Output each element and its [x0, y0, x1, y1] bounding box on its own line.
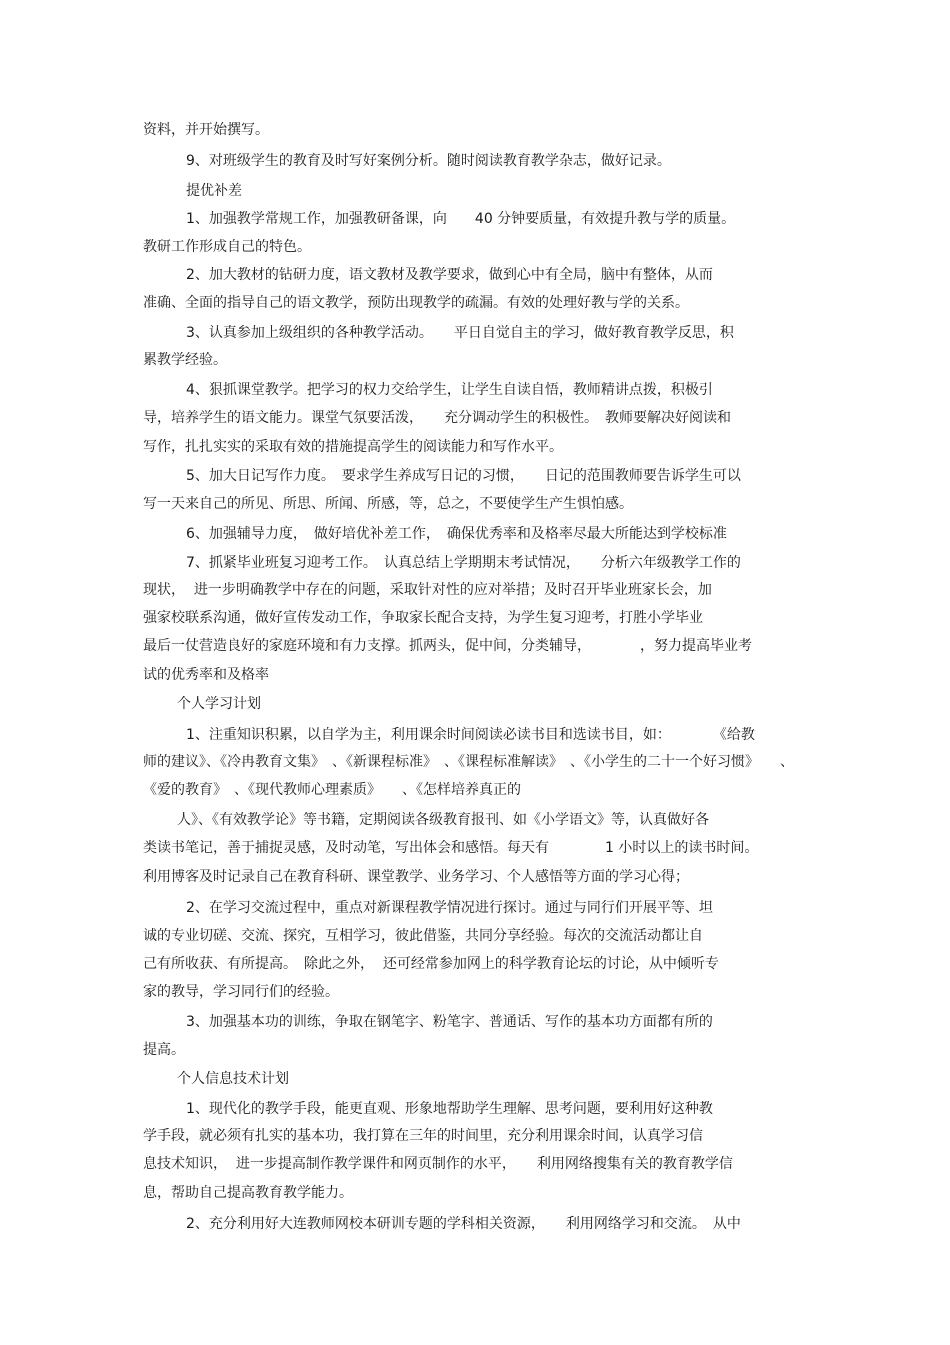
- text-line: 4、狠抓课堂教学。把学习的权力交给学生，让学生自读自悟，教师精讲点拨，积极引: [186, 382, 713, 398]
- text-line: 息技术知识， 进一步提高制作教学课件和网页制作的水平， 利用网络搜集有关的教育教学信: [143, 1156, 733, 1172]
- text-line: 诚的专业切磋、交流、探究，互相学习，彼此借鉴，共同分享经验。每次的交流活动都让自: [143, 928, 703, 944]
- text-line: 7、抓紧毕业班复习迎考工作。 认真总结上学期期末考试情况， 分析六年级教学工作的: [186, 555, 741, 571]
- text-line: 己有所收获、有所提高。 除此之外， 还可经常参加网上的科学教育论坛的讨论，从中倾听专: [143, 956, 719, 972]
- text-line: 2、充分利用好大连教师网校本研训专题的学科相关资源， 利用网络学习和交流。 从中: [186, 1216, 741, 1232]
- text-line: 写作，扎扎实实的采取有效的措施提高学生的阅读能力和写作水平。: [143, 439, 563, 455]
- text-line: 9、对班级学生的教育及时写好案例分析。随时阅读教育教学杂志，做好记录。: [186, 153, 671, 169]
- text-line: 最后一仗营造良好的家庭环境和有力支撑。抓两头，促中间，分类辅导， ，努力提高毕业考: [143, 638, 752, 654]
- section-heading: 个人信息技术计划: [177, 1071, 289, 1087]
- text-line: 6、加强辅导力度， 做好培优补差工作， 确保优秀率和及格率尽最大所能达到学校标准: [186, 526, 727, 542]
- text-line: 强家校联系沟通，做好宣传发动工作，争取家长配合支持，为学生复习迎考，打胜小学毕业: [143, 610, 703, 626]
- section-heading: 提优补差: [186, 183, 242, 199]
- text-line: 2、加大教材的钻研力度，语文教材及教学要求，做到心中有全局，脑中有整体，从而: [186, 267, 713, 283]
- text-line: 教研工作形成自己的特色。: [143, 239, 311, 255]
- text-line: 1、现代化的教学手段，能更直观、形象地帮助学生理解、思考问题，要利用好这种教: [186, 1101, 713, 1117]
- text-line: 类读书笔记，善于捕捉灵感，及时动笔，写出体会和感悟。每天有 1 小时以上的读书时间。: [143, 840, 759, 856]
- text-line: 3、加强基本功的训练，争取在钢笔字、粉笔字、普通话、写作的基本功方面都有所的: [186, 1014, 713, 1030]
- text-line: 现状， 进一步明确教学中存在的问题，采取针对性的应对举措；及时召开毕业班家长会，加: [143, 582, 712, 598]
- text-line: 写一天来自己的所见、所思、所闻、所感，等，总之，不要使学生产生惧怕感。: [143, 496, 633, 512]
- text-line: 5、加大日记写作力度。 要求学生养成写日记的习惯， 日记的范围教师要告诉学生可以: [186, 468, 741, 484]
- text-line: 师的建议》、《冷冉教育文集》 、《新课程标准》 、《课程标准解读》 、《小学生的二十一个好习惯》 、: [143, 754, 794, 770]
- text-line: 准确、全面的指导自己的语文教学，预防出现教学的疏漏。有效的处理好教与学的关系。: [143, 295, 689, 311]
- text-line: 导，培养学生的语文能力。课堂气氛要活泼， 充分调动学生的积极性。 教师要解决好阅读和: [143, 410, 731, 426]
- text-line: 人》、《有效教学论》等书籍，定期阅读各级教育报刊、如《小学语文》等，认真做好各: [177, 812, 709, 828]
- text-line: 《爱的教育》 、《现代教师心理素质》 、《怎样培养真正的: [143, 782, 521, 798]
- text-line: 2、在学习交流过程中，重点对新课程教学情况进行探讨。通过与同行们开展平等、坦: [186, 900, 713, 916]
- text-line: 1、注重知识积累，以自学为主，利用课余时间阅读必读书目和选读书目，如： 《给教: [186, 727, 755, 743]
- text-line: 试的优秀率和及格率: [143, 667, 269, 683]
- text-line: 提高。: [143, 1042, 185, 1058]
- section-heading: 个人学习计划: [177, 696, 261, 712]
- text-line: 利用博客及时记录自己在教育科研、课堂教学、业务学习、个人感悟等方面的学习心得；: [143, 869, 689, 885]
- text-line: 累教学经验。: [143, 352, 227, 368]
- text-line: 1、加强教学常规工作，加强教研备课，向 40 分钟要质量，有效提升教与学的质量。: [186, 211, 736, 227]
- text-line: 息，帮助自己提高教育教学能力。: [143, 1185, 353, 1201]
- text-line: 资料，并开始撰写。: [143, 122, 269, 138]
- text-line: 学手段，就必须有扎实的基本功，我打算在三年的时间里，充分利用课余时间，认真学习信: [143, 1128, 703, 1144]
- text-line: 家的教导，学习同行们的经验。: [143, 984, 339, 1000]
- text-line: 3、认真参加上级组织的各种教学活动。 平日自觉自主的学习，做好教育教学反思，积: [186, 325, 734, 341]
